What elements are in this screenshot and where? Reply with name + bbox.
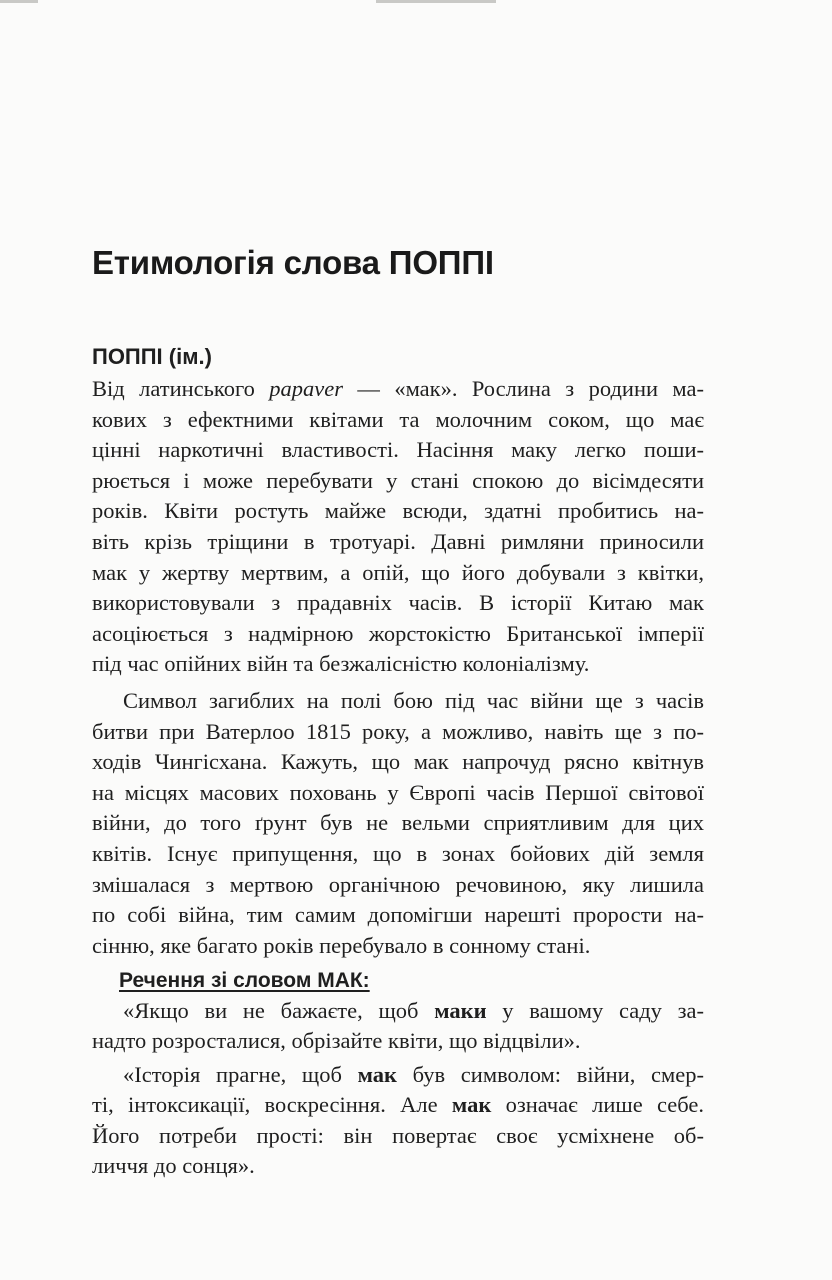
text-run: ті, інтоксикації, воскресіння. Але: [92, 1092, 452, 1118]
text-run: Від латинського: [92, 376, 270, 401]
text-line: ходів Чингісхана. Кажуть, що мак напрочуд рясно квітнув: [92, 749, 704, 775]
text-line: битви при Ватерлоо 1815 року, а можливо, навіть ще з по-: [92, 718, 704, 744]
text-line: сінню, яке багато років перебувало в сонному стані.: [92, 932, 591, 958]
text-line: асоціюється з надмірною жорстокістю Британської імперії: [92, 620, 704, 646]
page-edge-mark: [376, 0, 496, 3]
latin-word: papaver: [269, 376, 344, 401]
text-run: — «мак». Рослина з родини ма-: [343, 376, 704, 401]
text-line: мак у жертву мертвим, а опій, що його добували з квітки,: [92, 559, 704, 585]
highlighted-word: маки: [434, 998, 487, 1023]
text-run: у вашому саду за-: [486, 998, 704, 1023]
text-line: [92, 1090, 704, 1120]
headword: ПОППІ (ім.): [92, 344, 212, 369]
text-run: надто розросталися, обрізайте квіти, що відцвіли».: [92, 1028, 581, 1054]
examples-heading: Речення зі словом МАК:: [119, 969, 370, 992]
text-run: означає лише себе.: [491, 1092, 704, 1118]
text-line: [92, 1060, 704, 1090]
text-line: використовували з прадавніх часів. В історії Китаю мак: [92, 590, 704, 616]
text-line: [92, 996, 704, 1026]
text-line: [92, 1026, 704, 1056]
text-line: на місцях масових поховань у Європі часів Першої світової: [92, 779, 704, 805]
text-line: [92, 1121, 704, 1151]
text-run: «Історія прагне, щоб: [123, 1061, 358, 1087]
text-line: змішалася з мертвою органічною речовиною, яку лишила: [92, 871, 704, 897]
text-run: був символом: війни, смер-: [396, 1061, 704, 1087]
text-line: війни, до того ґрунт був не вельми сприятливим для цих: [92, 810, 704, 836]
example-quote-2: [92, 1060, 704, 1182]
text-line: під час опійних війн та безжалісністю колоніалізму.: [92, 651, 590, 677]
highlighted-word: мак: [357, 1061, 397, 1087]
text-line: Символ загиблих на полі бою під час війни ще з часів: [123, 687, 704, 713]
examples-section: [92, 966, 704, 1181]
dictionary-entry: [92, 340, 704, 961]
highlighted-word: мак: [451, 1092, 492, 1118]
text-run: Його потреби прості: він повертає своє усміхнене об-: [92, 1122, 704, 1148]
paragraph-1: [92, 374, 704, 680]
text-run: личчя до сонця».: [92, 1152, 255, 1178]
text-line: [92, 374, 704, 405]
text-line: років. Квіти ростуть майже всюди, здатні пробитись на-: [92, 498, 704, 524]
text-line: рюється і може перебувати у стані спокою до вісімдесяти: [92, 467, 704, 493]
paragraph-2: [92, 686, 704, 961]
text-line: кових з ефектними квітами та молочним соком, що має: [92, 406, 704, 432]
text-line: віть крізь тріщини в тротуарі. Давні римляни приносили: [92, 528, 704, 554]
text-line: [92, 1151, 704, 1181]
text-line: квітів. Існує припущення, що в зонах бойових дій земля: [92, 840, 704, 866]
page-edge-mark: [0, 0, 38, 3]
text-line: по собі війна, тим самим допомігши нарешті прорости на-: [92, 902, 704, 928]
example-quote-1: [92, 996, 704, 1057]
text-line: цінні наркотичні властивості. Насіння маку легко поши-: [92, 437, 704, 463]
chapter-title: Етимологія слова ПОППІ: [92, 244, 494, 281]
text-run: «Якщо ви не бажаєте, щоб: [123, 998, 435, 1023]
